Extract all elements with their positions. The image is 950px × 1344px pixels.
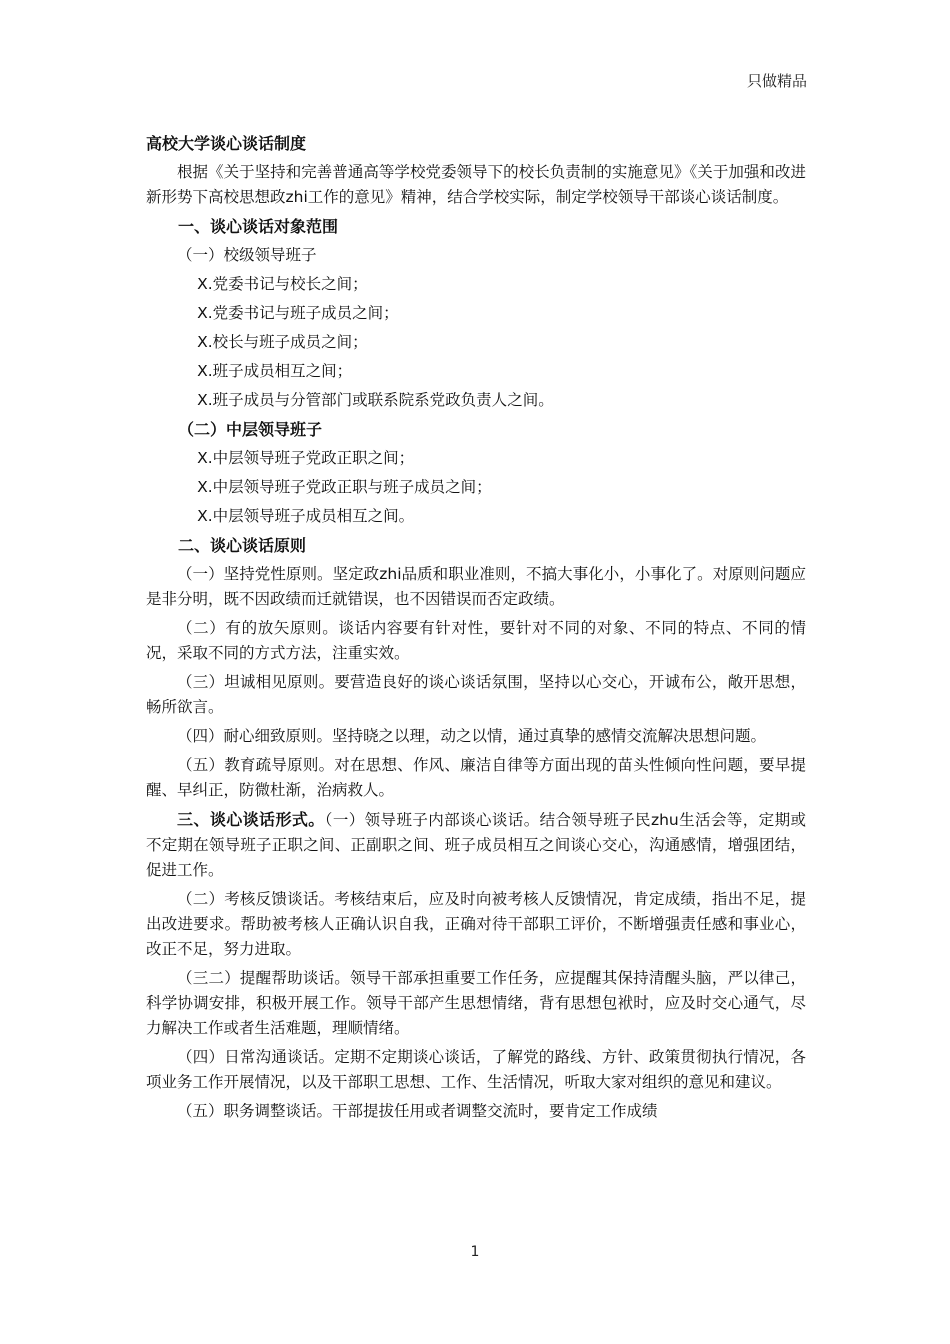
list-item: X.党委书记与校长之间； xyxy=(197,275,368,293)
list-item: X.班子成员与分管部门或联系院系党政负责人之间。 xyxy=(197,391,554,409)
section-3-paragraph: （五）职务调整谈话。干部提拔任用或者调整交流时，要肯定工作成绩 xyxy=(177,1102,658,1120)
document-body xyxy=(146,132,806,1128)
list-item: X.中层领导班子成员相互之间。 xyxy=(197,507,415,525)
section-2-paragraph: （四）耐心细致原则。坚持晓之以理，动之以情，通过真挚的感情交流解决思想问题。 xyxy=(177,727,767,745)
section-2-paragraph: （一）坚持党性原则。坚定政zhi品质和职业准则，不搞大事化小，小事化了。对原则问题应是非分明，既不因政绩而迁就错误，也不因错误而否定政绩。 xyxy=(146,565,806,608)
section-3-first-paragraph xyxy=(146,807,806,883)
list-item: X.党委书记与班子成员之间； xyxy=(197,304,399,322)
document-title: 高校大学谈心谈话制度 xyxy=(146,134,307,153)
header-tag: 只做精品 xyxy=(746,72,807,90)
list-item: X.班子成员相互之间； xyxy=(197,362,353,380)
section-1-sub-2: （二）中层领导班子 xyxy=(178,420,323,439)
section-1-sub-1: （一）校级领导班子 xyxy=(177,246,317,264)
section-2-paragraph: （三）坦诚相见原则。要营造良好的谈心谈话氛围，坚持以心交心，开诚布公，敞开思想，畅所欲言。 xyxy=(146,673,806,716)
section-3-heading: 三、谈心谈话形式。 xyxy=(177,810,325,829)
section-3-paragraph: （二）考核反馈谈话。考核结束后，应及时向被考核人反馈情况，肯定成绩，指出不足，提出改进要求。帮助被考核人正确认识自我，正确对待干部职工评价，不断增强责任感和事业心，改正不足，努力进取。 xyxy=(146,890,806,958)
intro-paragraph: 根据《关于坚持和完善普通高等学校党委领导下的校长负责制的实施意见》《关于加强和改进新形势下高校思想政zhi工作的意见》精神，结合学校实际，制定学校领导干部谈心谈话制度。 xyxy=(146,163,806,206)
list-item: X.中层领导班子党政正职与班子成员之间； xyxy=(197,478,492,496)
list-item: X.中层领导班子党政正职之间； xyxy=(197,449,415,467)
section-2-paragraph: （二）有的放矢原则。谈话内容要有针对性，要针对不同的对象、不同的特点、不同的情况，采取不同的方式方法，注重实效。 xyxy=(146,619,806,662)
list-item: X.校长与班子成员之间； xyxy=(197,333,368,351)
section-2-paragraph: （五）教育疏导原则。对在思想、作风、廉洁自律等方面出现的苗头性倾向性问题，要早提醒、早纠正，防微杜渐，治病救人。 xyxy=(146,756,806,799)
section-1-heading: 一、谈心谈话对象范围 xyxy=(178,217,339,236)
section-3-paragraph: （三二）提醒帮助谈话。领导干部承担重要工作任务，应提醒其保持清醒头脑，严以律己，科学协调安排，积极开展工作。领导干部产生思想情绪，背有思想包袱时，应及时交心通气，尽力解决工作或者生活难题，理顺情绪。 xyxy=(146,969,806,1037)
page-number: 1 xyxy=(470,1244,480,1260)
section-2-heading: 二、谈心谈话原则 xyxy=(178,536,307,555)
section-3-paragraph: （四）日常沟通谈话。定期不定期谈心谈话，了解党的路线、方针、政策贯彻执行情况，各项业务工作开展情况，以及干部职工思想、工作、生活情况，听取大家对组织的意见和建议。 xyxy=(146,1048,806,1091)
section-3-first-text: （一）领导班子内部谈心谈话。结合领导班子民zhu生活会等，定期或不定期在领导班子正职之间、正副职之间、班子成员相互之间谈心交心，沟通感情，增强团结，促进工作。 xyxy=(146,811,806,879)
